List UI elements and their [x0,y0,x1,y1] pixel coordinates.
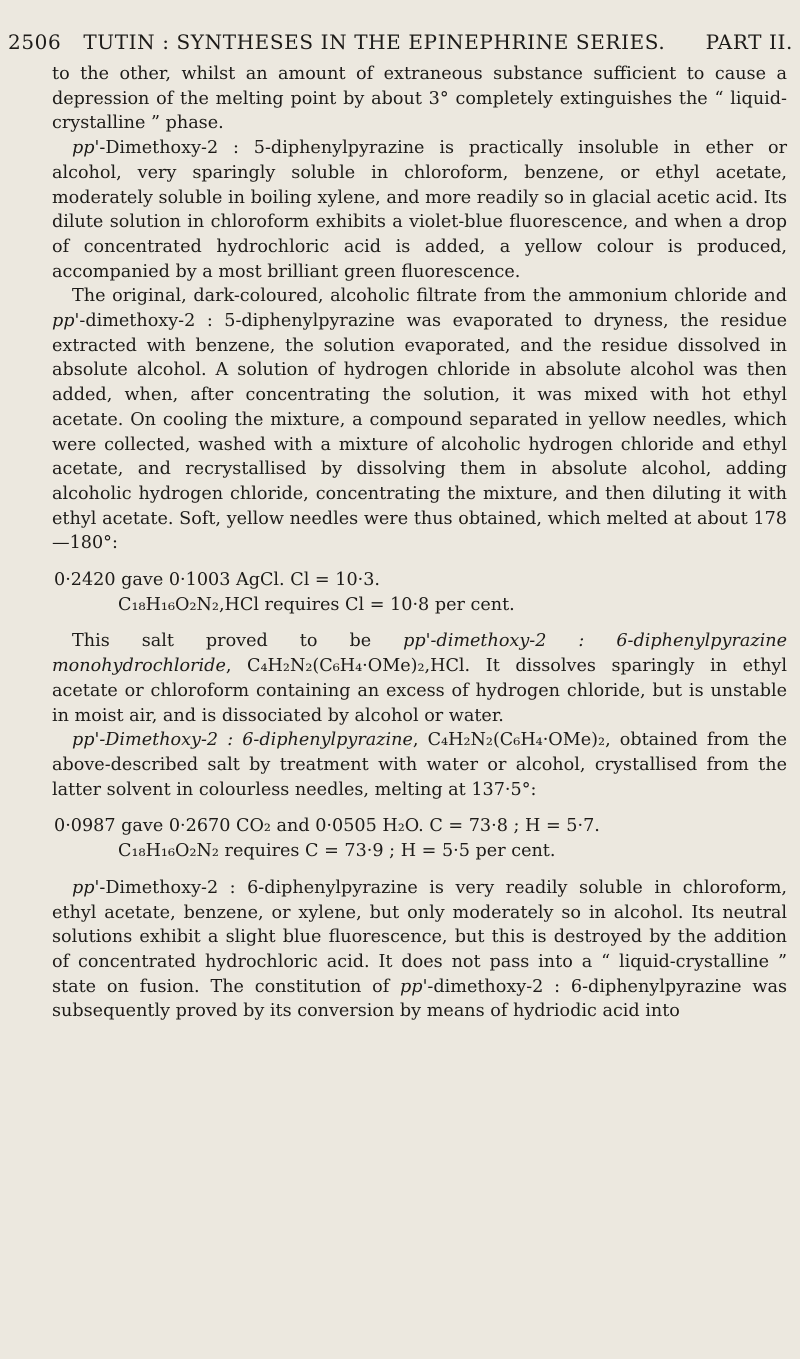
compound-prefix: pp' [72,877,100,898]
compound-prefix: pp' [52,311,80,332]
compound-name: pp'-dimethoxy-2 : 6-diphenylpyrazine monohydrochloride [52,631,787,677]
running-header [8,30,793,54]
paragraph-properties-26: pp'-Dimethoxy-2 : 6-diphenylpyrazine is very readily soluble in chloroform, ethyl acetate, benzene, or xylene, but only moderately so in alcohol. Its neutral solutions exhibit a slight blue fluorescence, but this is destroyed by the addition of concentrated hydrochloric acid. It does not pass into a “ liquid-crystalline ” state on fusion. The constitution of pp'-dimethoxy-2 : 6-diphenylpyrazine was subsequently proved by its conversion by means of hydriodic acid into [52,877,787,1022]
compound-prefix: pp' [72,138,100,159]
analysis-requirement: C₁₈H₁₆O₂N₂ requires C = 73·9 ; H = 5·5 per cent. [118,841,556,862]
paragraph-properties-25: pp'-Dimethoxy-2 : 5-diphenylpyrazine is practically insoluble in ether or alcohol, very sparingly soluble in chloroform, benzene, or ethyl acetate, moderately soluble in boiling xylene, and more readily so in glacial acetic acid. Its dilute solution in chloroform exhibits a violet-blue fluorescence, and when a drop of concentrated hydrochloric acid is added, a yellow colour is produced, accompanied by a most brilliant green fluorescence. [52,138,787,282]
paragraph-continuation: to the other, whilst an amount of extraneous substance sufficient to cause a depression of the melting point by about 3° completely extinguishes the “ liquid-crystalline ” phase. [52,64,787,134]
paragraph-free-base: pp'-Dimethoxy-2 : 6-diphenylpyrazine, C₄H₂N₂(C₆H₄·OMe)₂, obtained from the above-described salt by treatment with water or alcohol, crystallised from the latter solvent in colourless needles, melting at 137·5°: [52,730,787,800]
part-label: PART II. [705,30,793,54]
running-title: TUTIN : SYNTHESES IN THE EPINEPHRINE SERIES. [83,30,666,54]
compound-prefix: pp' [400,976,428,997]
compound-name: pp'-Dimethoxy-2 : 6-diphenylpyrazine [72,730,413,751]
page-body [52,62,787,1024]
analysis-requirement: C₁₈H₁₆O₂N₂,HCl requires Cl = 10·8 per cent. [118,594,515,615]
analysis-result: 0·2420 gave 0·1003 AgCl. Cl = 10·3. [54,570,381,591]
analysis-block-2 [52,814,787,863]
analysis-block-1 [52,568,787,617]
paragraph-preparation: The original, dark-coloured, alcoholic filtrate from the ammonium chloride and pp'-dimethoxy-2 : 5-diphenylpyrazine was evaporated to dryness, the residue extracted with benzene, the solution evaporated, and the residue dissolved in absolute alcohol. A solution of hydrogen chloride in absolute alcohol was then added, when, after concentrating the solution, it was mixed with hot ethyl acetate. On cooling the mixture, a compound separated in yellow needles, which were collected, washed with a mixture of alcoholic hydrogen chloride and ethyl acetate, and recrystallised by dissolving them in absolute alcohol, adding alcoholic hydrogen chloride, concentrating the mixture, and then diluting it with ethyl acetate. Soft, yellow needles were thus obtained, which melted at about 178—180°: [52,286,787,554]
analysis-result: 0·0987 gave 0·2670 CO₂ and 0·0505 H₂O. C = 73·8 ; H = 5·7. [54,816,600,837]
paragraph-hydrochloride: This salt proved to be pp'-dimethoxy-2 : 6-diphenylpyrazine monohydrochloride, C₄H₂N₂(C₆H₄·OMe)₂,HCl. It dissolves sparingly in ethyl acetate or chloroform containing an excess of hydrogen chloride, but is unstable in moist air, and is dissociated by alcohol or water. [52,631,787,726]
page-number: 2506 [8,30,62,54]
